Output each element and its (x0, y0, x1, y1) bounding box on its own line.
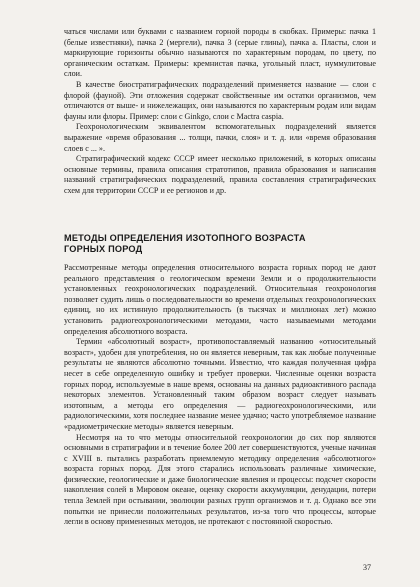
section-heading-line-1: МЕТОДЫ ОПРЕДЕЛЕНИЯ ИЗОТОПНОГО ВОЗРАСТА (64, 233, 306, 243)
paragraph-history-of-methods: Несмотря на то что методы относительной геохронологии до сих пор являются основными в стратиграфии и в течение более 200 лет совершенствуются, ученые начиная с XVIII в. пытались разработать приемлемую методику определения «абсолютного» возраста горных пород. Для этого старались использовать различные химические, физические, геологические и даже биологические явления и процессы: подсчет скорости накопления солей в Мировом океане, оценку скорости аккумуляции, денудации, потери тепла Землей при остывании, эволюции разных групп организмов и т. д. Однако все эти попытки не принесли положительных результатов, из-за того что процессы, которые легли в основу примененных методов, не протекают с постоянной скоростью. (64, 432, 376, 527)
paragraph-members-naming: чаться числами или буквами с названием горной породы в скобках. Примеры: пачка 1 (белые известняки), пачка 2 (мергели), пачка 3 (серые глины), пачка а. Пласты, слои и маркирующие горизонты обычно называются по характерным породам, по цвету, по органическим остаткам. Примеры: кремнистая пачка, угольный пласт, нуммулитовые слои. (64, 27, 376, 79)
paragraph-biostratigraphic-units: В качестве биостратиграфических подразделений применяется название — слои с флорой (фауной). Эти отложения содержат свойственные им остатки организмов, чем отличаются от выше- и нижележащих, они называются по характерным родам или видам фауны или флоры. Пример: слои с Ginkgo, слои с Mactra caspia. (64, 79, 376, 121)
section-heading-line-2: ГОРНЫХ ПОРОД (64, 244, 143, 254)
paragraph-absolute-age-term: Термин «абсолютный возраст», противопоставляемый названию «относительный возраст», удобен для употребления, но он является неверным, так как любые полученные результаты не являются абсолютно точными. Известно, что каждая полученная цифра несет в себе определенную ошибку и требует проверки. Численные оценки возраста горных пород, используемые в наше время, основаны на данных радиоактивного распада некоторых элементов. Установленный таким образом возраст следует называть изотопным, а методы его определения — радиогеохронологическими, или радиологическими, хотя последнее название менее удачно; часто употребляемое название «радиометрические методы» является неверным. (64, 337, 376, 431)
paragraph-relative-age-methods: Рассмотренные методы определения относительного возраста горных пород не дают реального представления о геологическом времени Земли и о продолжительности установленных геохронологических подразделений. Относительная геохронология позволяет судить лишь о последовательности во времени отдельных геохронологических единиц, но их истинную продолжительность (в тысячах и миллионах лет) можно установить радиогеохронологическими методами, часто называемыми методами определения абсолютного возраста. (64, 263, 376, 336)
lower-text-block (64, 263, 376, 528)
paragraph-geochronological-equivalent: Геохронологическим эквивалентом вспомогательных подразделений является выражение «время образования ... толщи, пачки, слоя» и т. д. или «время образования слоев с ... ». (64, 122, 376, 153)
paragraph-stratigraphic-code: Стратиграфический кодекс СССР имеет несколько приложений, в которых описаны основные термины, правила описания стратотипов, правила образования и написания названий стратиграфических подразделений, правила составления стратиграфических схем для территории СССР и ее регионов и др. (64, 154, 376, 195)
upper-text-block (64, 27, 376, 197)
page-number: 37 (363, 563, 371, 572)
section-heading (64, 233, 376, 255)
